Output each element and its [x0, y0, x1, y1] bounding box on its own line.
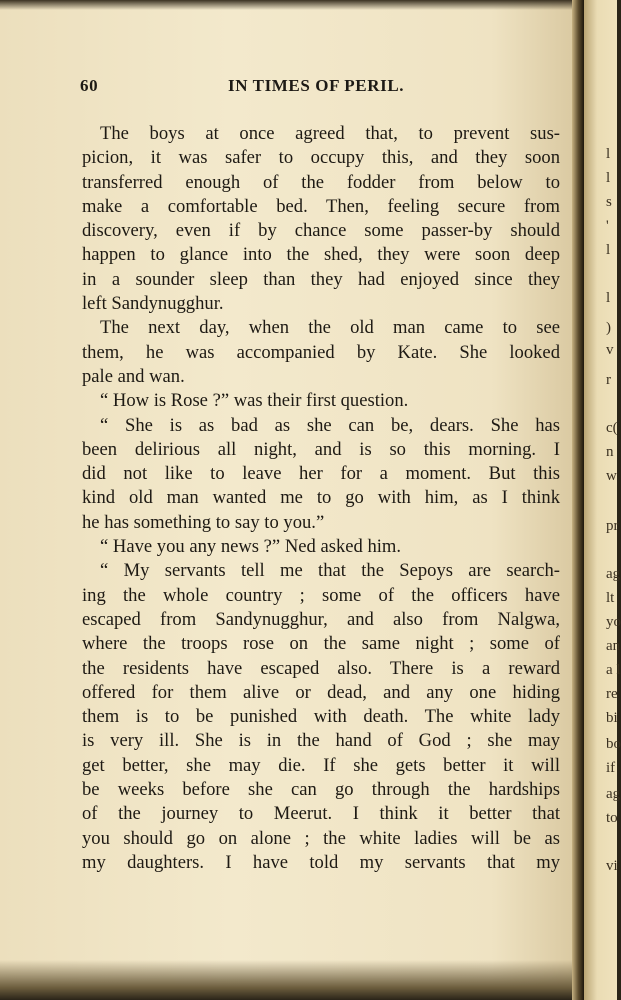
- margin-fragment: s: [606, 194, 612, 210]
- text-line: of the journey to Meerut. I think it better that: [82, 803, 560, 825]
- text-line: picion, it was safer to occupy this, and they soon: [82, 147, 560, 169]
- text-line: did not like to leave her for a moment. But this: [82, 463, 560, 485]
- text-line: in a sounder sleep than they had enjoyed since they: [82, 268, 560, 290]
- top-edge-shadow: [0, 0, 578, 10]
- margin-fragment: bo: [606, 736, 621, 752]
- margin-fragment: a l: [606, 662, 621, 678]
- text-line: offered for them alive or dead, and any one hiding: [82, 681, 560, 703]
- margin-fragment: bi: [606, 710, 618, 726]
- text-line: get better, she may die. If she gets better it will: [82, 754, 560, 776]
- running-title: IN TIMES OF PERIL.: [228, 76, 405, 95]
- text-line: be weeks before she can go through the hardships: [82, 779, 560, 801]
- text-line: The next day, when the old man came to see: [100, 317, 560, 339]
- text-line: transferred enough of the fodder from below to: [82, 171, 560, 193]
- text-line: make a comfortable bed. Then, feeling secure from: [82, 195, 560, 217]
- page-header: [80, 76, 560, 102]
- margin-fragment: w: [606, 468, 617, 484]
- page-number: 60: [80, 76, 99, 95]
- margin-fragment: l: [606, 290, 611, 306]
- text-line: been delirious all night, and is so this morning. I: [82, 438, 560, 460]
- text-line: you should go on alone ; the white ladies will be as: [82, 827, 560, 849]
- text-line: kind old man wanted me to go with him, as I think: [82, 487, 560, 509]
- body-text: [82, 122, 560, 875]
- text-line: “ Have you any news ?” Ned asked him.: [100, 536, 402, 558]
- margin-fragment: re: [606, 686, 618, 702]
- text-line: “ How is Rose ?” was their first question.: [100, 390, 409, 412]
- text-line: the residents have escaped also. There is a reward: [82, 657, 560, 679]
- margin-fragment: l: [606, 146, 611, 162]
- margin-fragment: ag: [606, 566, 621, 582]
- text-line: ing the whole country ; some of the officers have: [82, 584, 560, 606]
- text-line: my daughters. I have told my servants that my: [82, 851, 560, 873]
- text-line: left Sandynugghur.: [82, 293, 224, 315]
- book-gutter: [572, 0, 584, 1000]
- margin-fragment: ag: [606, 786, 621, 802]
- bottom-edge-shadow: [0, 960, 578, 1000]
- text-line: happen to glance into the shed, they were soon deep: [82, 244, 560, 266]
- margin-fragment: l: [606, 242, 611, 258]
- margin-fragment: c(: [606, 420, 618, 436]
- text-line: pale and wan.: [82, 365, 185, 387]
- text-line: The boys at once agreed that, to prevent sus-: [100, 123, 560, 144]
- margin-fragment: an: [606, 638, 621, 654]
- margin-fragment: if: [606, 760, 616, 776]
- text-line: discovery, even if by chance some passer-by should: [82, 220, 560, 242]
- margin-fragment: pr: [606, 518, 619, 534]
- text-line: “ She is as bad as she can be, dears. She has: [100, 414, 560, 436]
- text-line: he has something to say to you.”: [82, 511, 325, 533]
- text-line: is very ill. She is in the hand of God ; she may: [82, 730, 560, 752]
- margin-fragment: r: [606, 372, 611, 388]
- margin-fragment: ): [606, 320, 611, 336]
- margin-fragment: to: [606, 810, 618, 826]
- next-page-text-fragments: [598, 0, 621, 1000]
- margin-fragment: vi: [606, 858, 618, 874]
- text-line: escaped from Sandynugghur, and also from Nalgwa,: [82, 608, 560, 630]
- margin-fragment: v: [606, 342, 614, 358]
- text-line: where the troops rose on the same night ; some of: [82, 633, 560, 655]
- margin-fragment: l: [606, 170, 611, 186]
- margin-fragment: n: [606, 444, 614, 460]
- text-line: them is to be punished with death. The white lady: [82, 706, 560, 728]
- text-line: “ My servants tell me that the Sepoys are search-: [100, 560, 560, 582]
- margin-fragment: lt: [606, 590, 615, 606]
- margin-fragment: ': [606, 218, 609, 234]
- text-line: them, he was accompanied by Kate. She looked: [82, 341, 560, 363]
- margin-fragment: yo: [606, 614, 621, 630]
